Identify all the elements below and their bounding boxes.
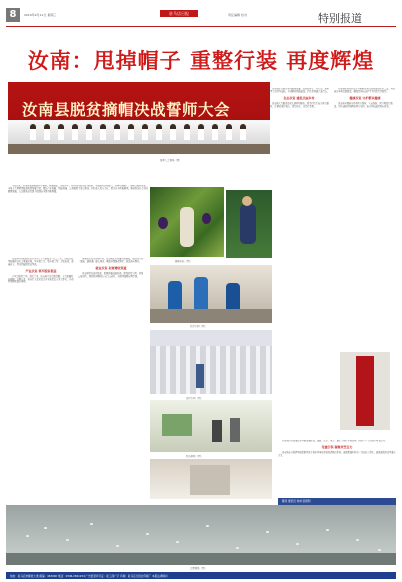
farm-photo (226, 190, 272, 258)
textile-photo (150, 330, 272, 394)
column-1: 汝南县坚持把脱贫攻坚作为头等大事和第一民生工程，以脱贫攻坚统揽经济社会发展全局，举全县之力，集全县之智，尽锐出战，迎难而上，坚决打赢脱贫攻坚战。 产业扶贫 筑牢脱贫根基 产业是脱贫之基、富民之本。汝南县立足资源禀赋，大力发展特色种植、养殖产业，培育壮大农业龙头企业和农民专业合作社，带动贫困群众稳定增收。 (8, 258, 74, 284)
page-number: 8 (6, 8, 20, 22)
workshop-caption: 扶贫车间（图） (190, 325, 207, 328)
egrets-caption: 白鹭翔集（图） (190, 567, 207, 570)
intro-paragraph: 入夏以来，汝南县委县政府科学谋划，精准施策，真抓实干，持续巩固脱贫攻坚成果，全面推进乡村振兴，甩掉贫困帽子，重整行装再出发。全县上下紧紧围绕高质量发展主题，聚焦产业发展、基础设施、公共服务等重点领域，持续加大投入力度，着力补齐短板弱项，推动经济社会持续健康发展，人民群众获得感幸福感安全感不断增强。 (8, 185, 148, 193)
textile-caption: 纺织车间（图） (186, 397, 203, 400)
newspaper-logo: 驻马店日报 (160, 10, 198, 17)
column-4-subhead: 健康扶贫 守护群众健康 (349, 95, 381, 100)
credit-bar: 魏涛 通讯员 刘帅 张顺利 (278, 498, 396, 505)
footer-text: 地址：驻马店市解放大道 邮编：463000 电话：0396-2821234 广告经营许可证：驻工商广字 印刷：驻马店日报社印刷厂 本报法律顾问 (10, 575, 168, 578)
section-title: 特别报道 (318, 12, 362, 25)
plant-photo (150, 459, 272, 499)
header-rule (6, 26, 396, 27)
editor-info: 责任编辑 校对 (228, 13, 247, 17)
column-2: 围绕脱贫攻坚目标任务，汝南县扎实开展问题整改，聚焦两不愁三保障，逐村逐户逐人排查，确保问题整改到位、政策落实到位。 就业扶贫 拓宽增收渠道 汝南县坚持就业优先，积极开展技能培训，建设扶贫车间，开发公益岗位，帮助贫困群众在家门口就业，实现挣钱顾家两不误。 (78, 258, 144, 278)
egrets-photo (6, 505, 396, 565)
workshop-photo (150, 265, 272, 323)
column-4: 汝南县把教育扶贫作为阻断贫困代际传递的治本之策，全面落实各项资助政策，确保贫困家庭学生不因贫失学辍学。 健康扶贫 守护群众健康 汝南县全面落实基本医疗保险、大病保险、医疗救助等政策，切实减轻贫困群众医疗负担，防止因病致贫因病返贫。 (334, 88, 395, 108)
banner-text: 汝南县脱贫摘帽决战誓师大会 (22, 101, 231, 119)
issue-date: 2019年9月11日 星期三 (24, 13, 57, 17)
headline: 汝南：甩掉帽子 重整行装 再度辉煌 (27, 49, 375, 73)
column-3: 汝南县深入推进全域旅游发展，以南海禅寺、天中山、梁祝故里等景区为依托，带动群众增收致富，打造乡村振兴新亮点。 生态扶贫 建设美丽乡村 汝南县大力推进农村人居环境整治，着力打造生态宜居美丽乡村，让群众望得见山、看得见水、记得住乡愁。 (268, 88, 330, 108)
grapes-caption: 葡萄丰收（图） (175, 260, 192, 263)
sign-photo (340, 352, 390, 430)
column-1-subhead: 产业扶贫 筑牢脱贫根基 (25, 268, 57, 273)
column-5-subhead: 党建引领 凝聚攻坚合力 (321, 444, 353, 449)
grapes-photo (150, 187, 224, 257)
farm-field-photo (150, 400, 272, 452)
column-2-subhead: 就业扶贫 拓宽增收渠道 (95, 265, 127, 270)
column-5: 汝南县持续加强农村基础设施建设，道路、饮水、电力、通信等条件全面改善，群众生产生活条件明显提升。 党建引领 凝聚攻坚合力 汝南县充分发挥基层党组织战斗堡垒作用和党员先锋模范作用，选优配强驻村第一书记和工作队，凝聚起脱贫攻坚强大合力。 (278, 440, 396, 457)
stage-front (8, 144, 270, 154)
column-3-subhead: 生态扶贫 建设美丽乡村 (283, 95, 315, 100)
banner-caption: 誓师大会现场（图） (160, 159, 182, 162)
farm-caption: 特色种植（图） (186, 455, 203, 458)
